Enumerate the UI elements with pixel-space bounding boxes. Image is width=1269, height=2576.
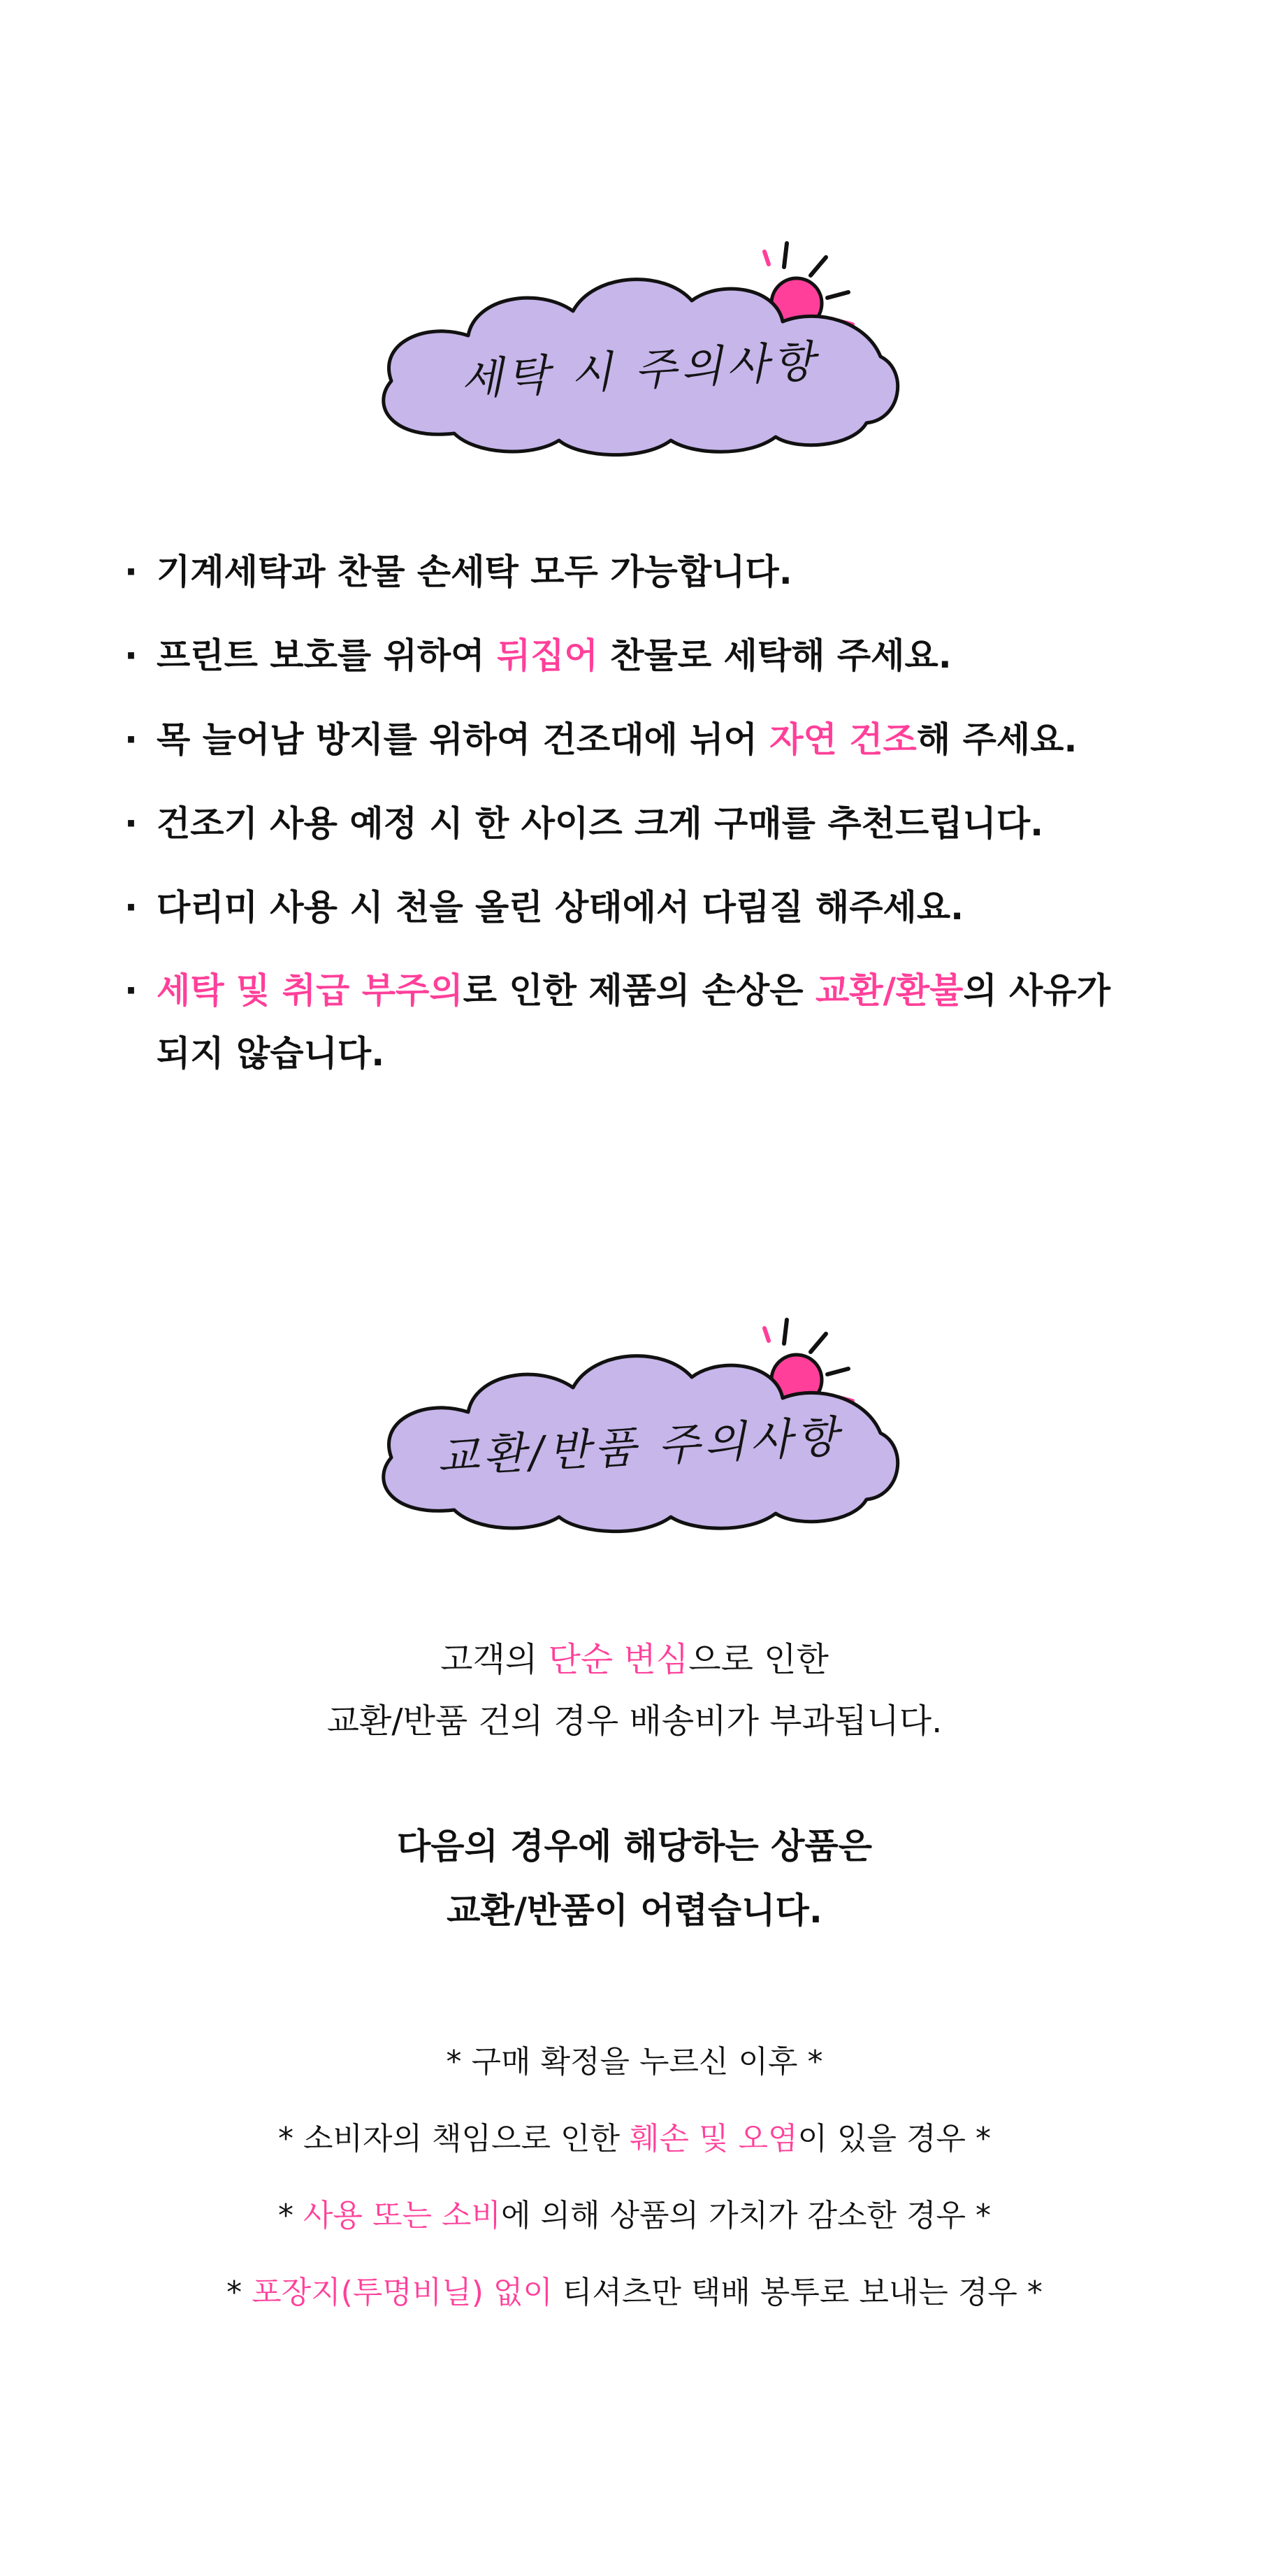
care-list (124, 540, 1214, 1104)
care-list-item (124, 707, 1214, 772)
text-segment: 티셔츠만 택배 봉투로 보내는 경우 * (552, 2275, 1043, 2310)
bullet-dot: · (124, 552, 138, 592)
exchange-case-line (0, 2101, 1269, 2178)
highlight-text: 훼손 및 오염 (630, 2121, 798, 2157)
text-segment: 기계세탁과 찬물 손세탁 모두 가능합니다. (157, 552, 792, 592)
highlight-text: 단순 변심 (548, 1640, 689, 1679)
text-segment: 해 주세요. (916, 719, 1078, 760)
bullet-dot: · (124, 887, 138, 928)
exchange-intro-line (0, 1690, 1269, 1752)
text-segment: 의 사유가 되지 않습니다. (157, 970, 1111, 1074)
exchange-notice-line-2: 교환/반품이 어렵습니다. (447, 1890, 822, 1931)
text-segment: 으로 인한 (688, 1640, 829, 1679)
text-segment: 로 인한 제품의 손상은 (463, 970, 815, 1011)
exchange-case-line (0, 2024, 1269, 2101)
text-segment: 건조기 사용 예정 시 한 사이즈 크게 구매를 추천드립니다. (157, 803, 1044, 844)
text-segment: * (278, 2198, 303, 2233)
highlight-text: 사용 또는 소비 (303, 2198, 501, 2233)
text-segment: 찬물로 세탁해 주세요. (597, 635, 952, 676)
text-segment: * (226, 2275, 252, 2310)
text-segment: 에 의해 상품의 가치가 감소한 경우 * (501, 2198, 991, 2233)
bullet-dot: · (124, 635, 138, 676)
care-list-item (124, 540, 1214, 604)
exchange-intro-line (0, 1629, 1269, 1690)
exchange-notice-line-1: 다음의 경우에 해당하는 상품은 (396, 1826, 873, 1866)
exchange-title: 교환/반품 주의사항 (435, 1410, 843, 1483)
exchange-title-cloud (363, 1307, 915, 1538)
care-list-item (124, 624, 1214, 688)
text-segment: 다리미 사용 시 천을 올린 상태에서 다림질 해주세요. (157, 887, 964, 928)
text-segment: 교환/반품 건의 경우 배송비가 부과됩니다. (326, 1701, 943, 1741)
text-segment: * 소비자의 책임으로 인한 (278, 2121, 630, 2157)
highlight-text: 뒤집어 (496, 635, 598, 676)
exchange-cases (0, 2024, 1269, 2331)
exchange-notice (0, 1814, 1269, 1943)
bullet-dot: · (124, 803, 138, 844)
text-segment: 이 있을 경우 * (797, 2121, 991, 2157)
text-segment: 프린트 보호를 위하여 (157, 635, 497, 676)
bullet-dot: · (124, 719, 138, 760)
care-title: 세탁 시 주의사항 (459, 335, 820, 405)
bullet-dot: · (124, 970, 138, 1011)
text-segment: 고객의 (440, 1640, 549, 1679)
exchange-case-line (0, 2254, 1269, 2331)
highlight-text: 세탁 및 취급 부주의 (157, 970, 463, 1011)
care-list-item (124, 791, 1214, 856)
highlight-text: 교환/환불 (815, 970, 964, 1011)
highlight-text: 자연 건조 (769, 719, 917, 760)
exchange-case-line (0, 2178, 1269, 2254)
care-title-cloud (363, 231, 915, 461)
care-list-item (124, 959, 1121, 1085)
care-list-item (124, 875, 1214, 940)
text-segment: 목 늘어남 방지를 위하여 건조대에 뉘어 (157, 719, 770, 760)
highlight-text: 포장지(투명비닐) 없이 (252, 2275, 553, 2310)
exchange-intro (0, 1629, 1269, 1752)
text-segment: * 구매 확정을 누르신 이후 * (446, 2044, 823, 2080)
